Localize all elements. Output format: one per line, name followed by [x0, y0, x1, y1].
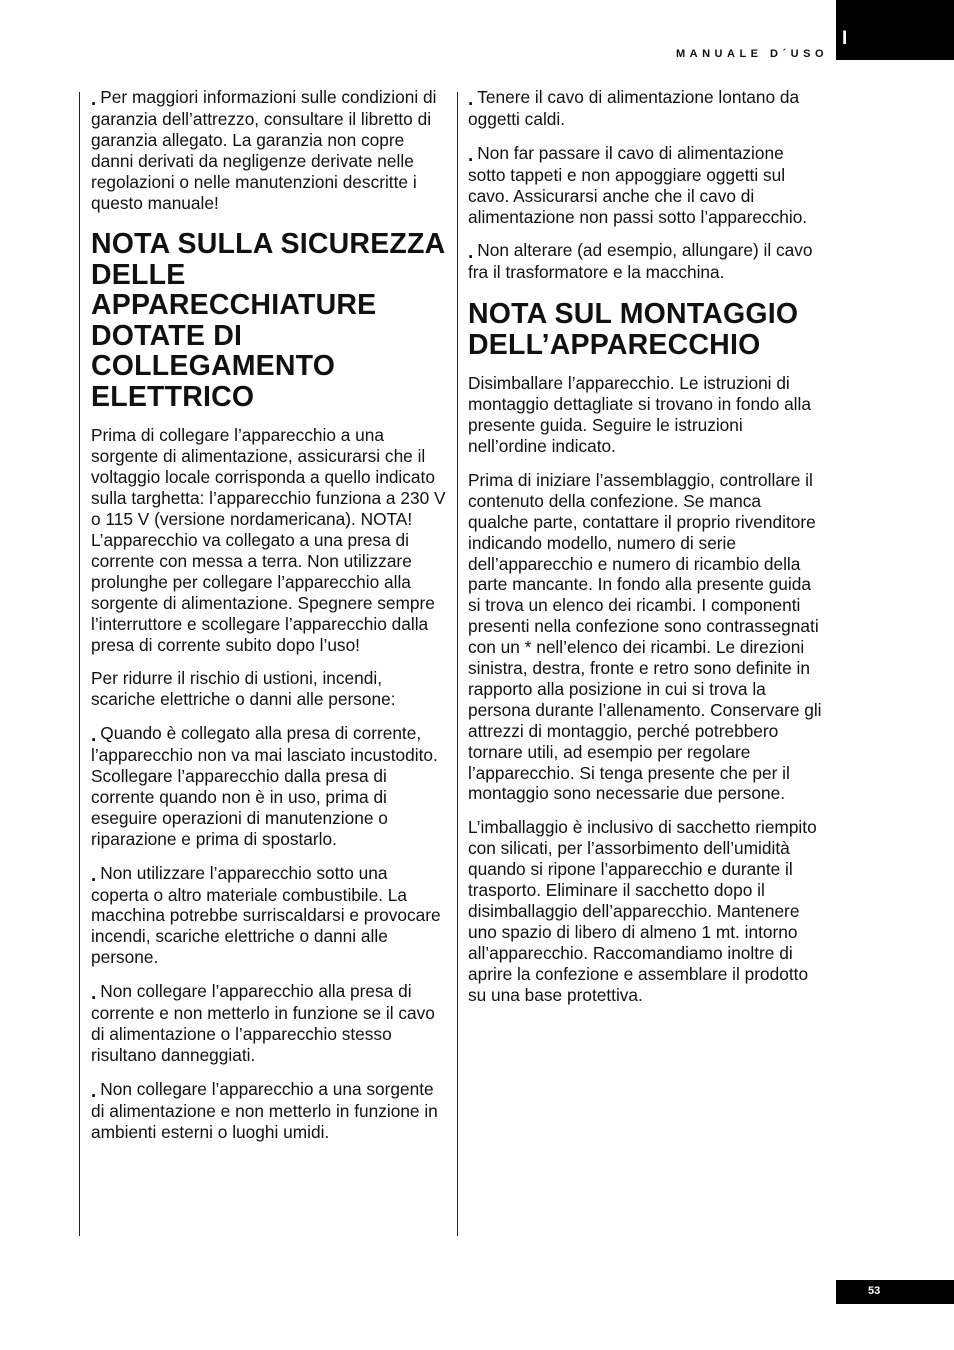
- bullet-icon: .: [91, 725, 97, 747]
- right-column: [468, 87, 824, 1019]
- bullet-paragraph: [91, 723, 447, 849]
- bullet-paragraph: [91, 87, 447, 213]
- page-number: 53: [868, 1285, 881, 1297]
- bullet-paragraph: [468, 240, 824, 283]
- bullet-icon: .: [468, 242, 474, 264]
- middle-column-rule: [457, 92, 458, 1236]
- bullet-icon: .: [91, 89, 97, 110]
- bullet-text: Quando è collegato alla presa di corrente, l’apparecchio non va mai lasciato incustodito. Scollegare l’apparecchio dalla presa di corrente quando non è in uso, prima di eseguire operazioni di manutenzione o riparazione e prima di spostarlo.: [91, 723, 438, 849]
- left-column-rule: [79, 92, 80, 1236]
- bullet-paragraph: [91, 981, 447, 1066]
- bullet-icon: .: [468, 89, 474, 110]
- body-paragraph: Prima di collegare l’apparecchio a una sorgente di alimentazione, assicurarsi che il voltaggio locale corrisponda a quello indicato sulla targhetta: l’apparecchio funziona a 230 V o 115 V (versione nordamericana). NOTA! L’apparecchio va collegato a una presa di corrente con messa a terra. Non utilizzare prolunghe per collegare l’apparecchio alla sorgente di alimentazione. Spegnere sempre l’interruttore e scollegare l’apparecchio dalla presa di corrente subito dopo l’uso!: [91, 425, 446, 655]
- manual-header-label: MANUALE D´USO: [676, 48, 828, 60]
- section-heading: NOTA SULLA SICUREZZA DELLE APPARECCHIATURE DOTATE DI COLLEGAMENTO ELETTRICO: [91, 228, 445, 413]
- bullet-text: Non utilizzare l’apparecchio sotto una coperta o altro materiale combustibile. La macchina potrebbe surriscaldarsi e provocare incendi, scariche elettriche o danni alle persone.: [91, 862, 441, 968]
- section-heading: NOTA SUL MONTAGGIO DELL’APPARECCHIO: [468, 298, 799, 361]
- body-paragraph: Prima di iniziare l’assemblaggio, controllare il contenuto della confezione. Se manca qualche parte, contattare il proprio rivenditore indicando modello, numero di serie dell’apparecchio e numero di ricambio della parte mancante. In fondo alla presente guida si trova un elenco dei ricambi. I componenti presenti nella confezione sono contrassegnati con un * nell’elenco dei ricambi. Le direzioni sinistra, destra, fronte e retro sono definite in rapporto alla posizione in cui si trova la persona durante l’allenamento. Conservare gli attrezzi di montaggio, perché potrebbero tornare utili, ad esempio per regolare l’apparecchio. Si tenga presente che per il montaggio sono necessarie due persone.: [468, 469, 822, 804]
- bullet-paragraph: [468, 87, 824, 130]
- bullet-paragraph: [91, 863, 447, 969]
- bullet-paragraph: [91, 1079, 447, 1143]
- body-paragraph: Disimballare l’apparecchio. Le istruzioni di montaggio dettagliate si trovano in fondo alla presente guida. Seguire le istruzioni nell’ordine indicato.: [468, 373, 811, 456]
- bullet-icon: .: [91, 864, 97, 886]
- language-tab-label: I: [842, 28, 848, 49]
- bullet-icon: .: [91, 1080, 97, 1102]
- bullet-paragraph: [468, 143, 824, 228]
- bullet-text: Non far passare il cavo di alimentazione sotto tappeti e non appoggiare oggetti sul cavo. Assicurarsi anche che il cavo di alimentazione non passi sotto l’apparecchio.: [468, 142, 808, 227]
- bullet-text: Non collegare l’apparecchio alla presa di corrente e non metterlo in funzione se il cavo di alimentazione o l’apparecchio stesso risultano danneggiati.: [91, 981, 435, 1065]
- left-column: [91, 87, 447, 1156]
- bullet-icon: .: [91, 983, 97, 1005]
- page-number-tab: [836, 1280, 954, 1304]
- bullet-text: Per maggiori informazioni sulle condizioni di garanzia dell’attrezzo, consultare il libretto di garanzia allegato. La garanzia non copre danni derivati da negligenze derivate nelle regolazioni o nelle manutenzioni descritte i questo manuale!: [91, 87, 437, 213]
- language-tab: [836, 0, 954, 60]
- bullet-text: Tenere il cavo di alimentazione lontano da oggetti caldi.: [468, 87, 800, 129]
- body-paragraph: L’imballaggio è inclusivo di sacchetto riempito con silicati, per l’assorbimento dell’umidità quando si ripone l’apparecchio e durante il trasporto. Eliminare il sacchetto dopo il disimballaggio dell’apparecchio. Mantenere uno spazio di libero di almeno 1 mt. intorno all’apparecchio. Raccomandiamo inoltre di aprire la confezione e assemblare il prodotto su una base protettiva.: [468, 817, 817, 1005]
- bullet-text: Non alterare (ad esempio, allungare) il cavo fra il trasformatore e la macchina.: [468, 240, 813, 283]
- bullet-text: Non collegare l’apparecchio a una sorgente di alimentazione e non metterlo in funzione in ambienti esterni o luoghi umidi.: [91, 1078, 438, 1142]
- body-paragraph: Per ridurre il rischio di ustioni, incendi, scariche elettriche o danni alle persone:: [91, 668, 396, 710]
- bullet-icon: .: [468, 144, 474, 166]
